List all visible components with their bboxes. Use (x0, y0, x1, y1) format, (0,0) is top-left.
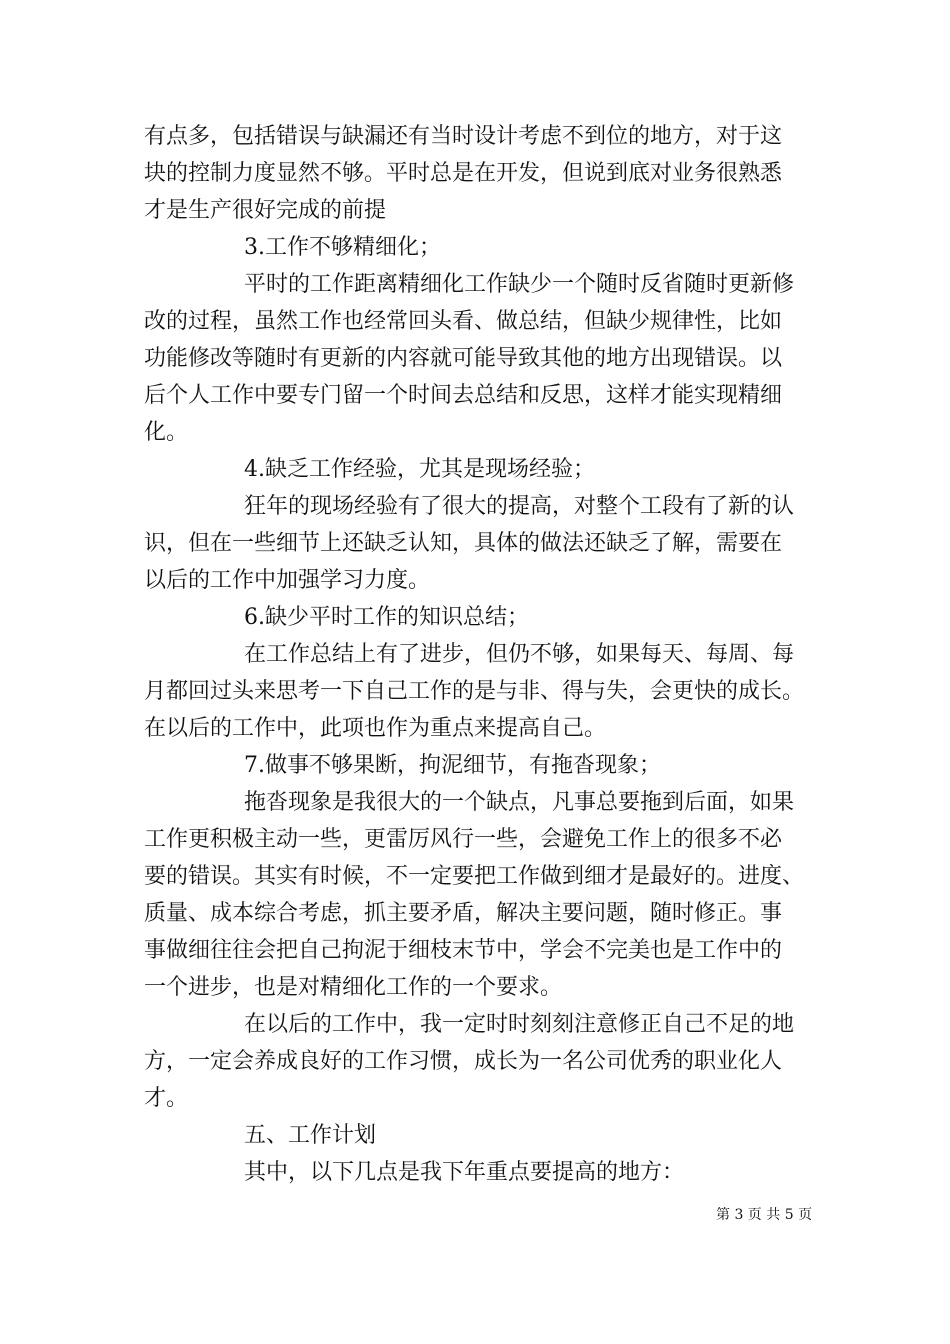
text-line: 狂年的现场经验有了很大的提高，对整个工段有了新的认 (244, 494, 795, 519)
text-line: 其中，以下几点是我下年重点要提高的地方： (244, 1160, 685, 1185)
text-line: 块的控制力度显然不够。平时总是在开发，但说到底对业务很熟悉 (144, 161, 783, 186)
text-line: 工作更积极主动一些，更雷厉风行一些，会避免工作上的很多不必 (144, 827, 783, 852)
text-line: 有点多，包括错误与缺漏还有当时设计考虑不到位的地方，对于这 (144, 124, 783, 149)
text-line: 月都回过头来思考一下自己工作的是与非、得与失，会更快的成长。 (144, 679, 805, 704)
text-line: 4.缺乏工作经验，尤其是现场经验； (244, 457, 595, 482)
text-line: 质量、成本综合考虑，抓主要矛盾，解决主要问题，随时修正。事 (144, 901, 783, 926)
text-line: 识，但在一些细节上还缺乏认知，具体的做法还缺乏了解，需要在 (144, 531, 783, 556)
text-line: 要的错误。其实有时候，不一定要把工作做到细才是最好的。进度、 (144, 864, 805, 889)
text-line: 改的过程，虽然工作也经常回头看、做总结，但缺少规律性，比如 (144, 309, 783, 334)
text-line: 7.做事不够果断，拘泥细节，有拖沓现象； (244, 753, 661, 778)
text-line: 化。 (144, 420, 189, 445)
text-line: 五、工作计划 (244, 1123, 377, 1148)
text-line: 以后的工作中加强学习力度。 (144, 568, 431, 593)
page-number: 第 3 页 共 5 页 (716, 1207, 813, 1223)
text-line: 平时的工作距离精细化工作缺少一个随时反省随时更新修 (244, 272, 795, 297)
text-line: 在以后的工作中，我一定时时刻刻注意修正自己不足的地 (244, 1012, 795, 1037)
text-line: 在以后的工作中，此项也作为重点来提高自己。 (144, 716, 607, 741)
document-body (144, 118, 812, 1191)
text-line: 3.工作不够精细化； (244, 235, 441, 260)
text-line: 后个人工作中要专门留一个时间去总结和反思，这样才能实现精细 (144, 383, 783, 408)
text-line: 6.缺少平时工作的知识总结； (244, 605, 529, 630)
text-line: 方，一定会养成良好的工作习惯，成长为一名公司优秀的职业化人 (144, 1049, 783, 1074)
text-line: 一个进步，也是对精细化工作的一个要求。 (144, 975, 563, 1000)
text-line: 在工作总结上有了进步，但仍不够，如果每天、每周、每 (244, 642, 795, 667)
text-line: 才是生产很好完成的前提 (144, 198, 387, 223)
text-line: 拖沓现象是我很大的一个缺点，凡事总要拖到后面，如果 (244, 790, 795, 815)
text-line: 事做细往往会把自己拘泥于细枝末节中，学会不完美也是工作中的 (144, 938, 783, 963)
text-line: 功能修改等随时有更新的内容就可能导致其他的地方出现错误。以 (144, 346, 783, 371)
text-line: 才。 (144, 1086, 189, 1111)
